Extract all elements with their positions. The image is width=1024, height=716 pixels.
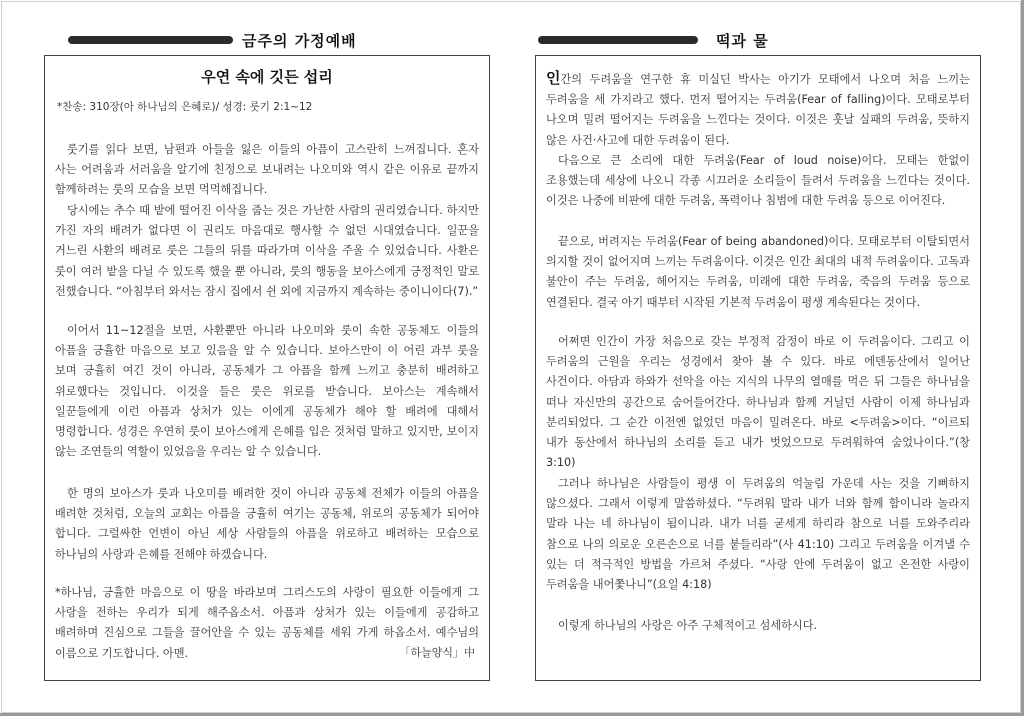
left-header-title: 금주의 가정예배 [242,32,357,50]
left-header-bar [68,36,233,44]
family-worship-box [44,55,490,681]
essay-paragraph-4: 어쩌면 인간이 가장 처음으로 갖는 부정적 감정이 바로 이 두려움이다. 그리고 이 두려움의 근원을 우리는 성경에서 찾아 볼 수 있다. 바로 에덴동산에서 일어난 사건이다. 아담과 하와가 선악을 아는 지식의 나무의 열매를 먹은 뒤 그들은 하나님을 떠나 자신만의 공간으로 숨어들어간다. 하나님과 함께 거닐던 사람이 이제 하나님과 분리되었다. 그 순간 이전엔 없었던 마음이 밀려온다. 바로 <두려움>이다. “이르되 내가 동산에서 하나님의 소리를 듣고 내가 벗었으므로 두려워하여 숨었나이다.”(창 3:10) [546,335,970,470]
essay-paragraph-3: 끝으로, 버려지는 두려움(Fear of being abandoned)이다. 모태로부터 이탈되면서 의지할 것이 없어지며 느끼는 두려움이다. 이것은 인간 최대의 내적 두려움이다. 고독과 불안이 주는 두려움, 헤어지는 두려움, 미래에 대한 두려움, 죽음의 두려움 등으로 연결된다. 결국 아기 때부터 시작된 기본적 두려움이 평생 계속된다는 것이다. [546,235,970,309]
essay-paragraph-1 [546,68,970,151]
essay-paragraph-1-text: 간의 두려움을 연구한 휴 미실딘 박사는 아기가 모태에서 나오며 처음 느끼는 두려움을 세 가지라고 했다. 먼저 떨어지는 두려움(Fear of falling)이다. 모태로부터 나오며 밀려 떨어지는 두려움을 느낀다는 것이다. 이것은 훗날 실패의 두려움, 뜻하지 않은 사건·사고에 대한 두려움이 된다. [546,73,970,147]
right-header-bar [538,36,698,44]
prayer-source: 「하늘양식」中 [399,646,475,659]
sermon-paragraph-2: 당시에는 추수 때 밭에 떨어진 이삭을 줍는 것은 가난한 사람의 권리였습니다. 하지만 가진 자의 배려가 없다면 이 권리도 마음대로 행사할 수 없던 시대였습니다. 일꾼을 거느린 사환의 배려로 룻은 그들의 뒤를 따라가며 이삭을 주울 수 있었습니다. 사환은 룻이 여러 밭을 다닐 수 있도록 했을 뿐 아니라, 룻의 행동을 보아스에게 긍정적인 말로 전했습니다. “아침부터 와서는 잠시 집에서 쉰 외에 지금까지 계속하는 중이니이다(7).” [55,204,479,298]
sermon-paragraph-3: 이어서 11~12절을 보면, 사환뿐만 아니라 나오미와 룻이 속한 공동체도 이들의 아픔을 긍휼한 마음으로 보고 있음을 알 수 있습니다. 보아스만이 이 어린 과부 룻을 보며 긍휼히 여긴 것이 아니라, 공동체가 그 아픔을 함께 느끼고 충분히 배려하고 위로했다는 것입니다. 이것을 들은 룻은 위로를 받습니다. 보아스는 계속해서 일꾼들에게 이런 아픔과 상처가 있는 이에게 공동체가 해야 할 배려에 대해서 명령합니다. 성경은 우연히 룻이 보아스에게 은혜를 입은 것처럼 말하고 있지만, 보이지 않는 조연들의 역할이 있었음을 우리는 알 수 있습니다. [55,324,479,459]
essay-paragraph-6: 이렇게 하나님의 사랑은 아주 구체적이고 섬세하시다. [558,619,818,632]
prayer-paragraph: *하나님, 긍휼한 마음으로 이 땅을 바라보며 그리스도의 사랑이 필요한 이들에게 그 사랑을 전하는 우리가 되게 해주옵소서. 아픔과 상처가 있는 이들에게 공감하고 배려하며 진심으로 그들을 끌어안을 수 있는 공동체를 세워 가게 하옵소서. 예수님의 이름으로 기도합니다. 아멘. [55,586,479,660]
right-header-title: 떡과 물 [716,32,769,50]
sermon-title: 우연 속에 깃든 섭리 [201,68,333,86]
essay-first-char: 인 [546,69,561,87]
sermon-paragraph-4: 한 명의 보아스가 룻과 나오미를 배려한 것이 아니라 공동체 전체가 이들의 아픔을 배려한 것처럼, 오늘의 교회는 아픔을 긍휼히 여기는 공동체, 위로의 공동체가 되어야 합니다. 그럴싸한 언변이 아닌 세상 사람들의 아픔을 위로하고 배려하는 모습으로 하나님의 사랑과 은혜를 전해야 하겠습니다. [55,487,479,561]
sermon-paragraph-1: 룻기를 읽다 보면, 남편과 아들을 잃은 이들의 아픔이 고스란히 느껴집니다. 혼자 사는 어려움과 서러움을 알기에 친정으로 보내려는 나오미와 역시 같은 이유로 끝까지 함께하려는 룻의 모습을 보면 먹먹해집니다. [55,143,479,197]
hymn-scripture-line: *찬송: 310장(아 하나님의 은혜로)/ 성경: 룻기 2:1~12 [57,101,313,113]
bread-and-water-box [535,55,981,681]
essay-paragraph-2: 다음으로 큰 소리에 대한 두려움(Fear of loud noise)이다. 모태는 한없이 조용했는데 세상에 나오니 각종 시끄러운 소리들이 들려서 두려움을 느낀다는 것이다. 이것은 나중에 비판에 대한 두려움, 폭력이나 침범에 대한 두려움 등으로 이어진다. [546,154,970,208]
essay-paragraph-5: 그러나 하나님은 사람들이 평생 이 두려움의 억눌림 가운데 사는 것을 기뻐하지 않으셨다. 그래서 이렇게 말씀하셨다. “두려워 말라 내가 너와 함께 함이니라 놀라지 말라 나는 네 하나님이 됨이니라. 내가 너를 굳세게 하리라 참으로 너를 도와주리라 참으로 나의 의로운 오른손으로 너를 붙들리라”(사 41:10) 그리고 두려움을 이겨낼 수 있는 더 적극적인 방법을 가르쳐 주셨다. “사랑 안에 두려움이 없고 온전한 사랑이 두려움을 내어쫓나니”(요일 4:18) [546,477,970,592]
